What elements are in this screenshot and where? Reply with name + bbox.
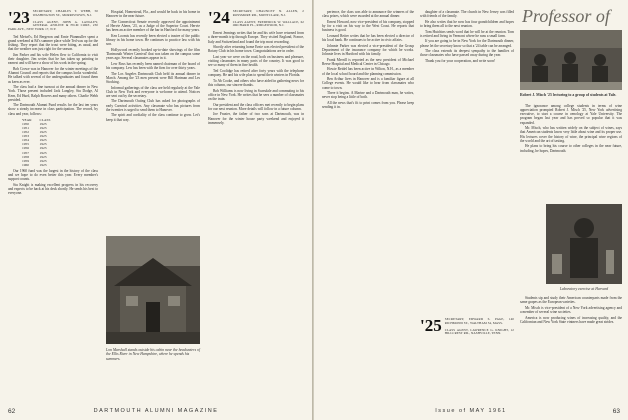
- column-paragraph: There it begins. A Marine and a Dartmouth man, he writes, never stop being a little of both.: [322, 91, 414, 100]
- column-paragraph: The class extends its deepest sympathy to the families of those classmates who have passed away during the year.: [420, 49, 514, 58]
- column-paragraph: Frank Merrill is reported as the new president of Michael Reese Hospital and Medical Center in Chicago.: [322, 57, 414, 66]
- table-cell: 1957: [22, 150, 29, 155]
- table-row: [22, 163, 58, 167]
- column-paragraph: Johnnie Parker was elected a vice-president of the Group Department of the insurance company for which he works. Johnnie lives in Hartford with his family.: [322, 43, 414, 56]
- column-paragraph: daughter of a classmate. The church in New Jersey was filled with friends of the family.: [420, 10, 514, 19]
- column-paragraph: Our president and the class officers met recently to begin plans for our next reunion. More details will follow in a future column.: [208, 102, 304, 111]
- table-cell: 1923: [39, 154, 47, 159]
- left-page: [0, 0, 313, 420]
- right-column-3-continued: [520, 296, 622, 400]
- left-column-3: [208, 10, 304, 126]
- column-paragraph: perience, the class was able to announce the winners of the class prizes, which were awarded at the annual dinner.: [322, 10, 414, 19]
- column-paragraph: The Dartmouth Alumni Fund results for the last ten years show a steady increase in class participation. The record, by class and year, follows:: [8, 103, 98, 116]
- column-paragraph: To Ab Cooke, and others who have aided in gathering news for this column, our sincere thanks.: [208, 78, 304, 87]
- laboratory-illustration: [546, 204, 622, 284]
- class-secretary: SECRETARY, EDWARD S. PAGE, 140 RICHMOND ST., WALTHAM 54, MASS.: [444, 318, 514, 325]
- column-paragraph: Informal gatherings of the class are held regularly at the Yale Club in New York and everyone is welcome to attend. Notices are sent out by the secretary.: [106, 85, 200, 98]
- lecture-photo-caption: Robert J. Misch '25 lecturing to a group of students at Yale.: [520, 93, 617, 97]
- column-paragraph: Stu Knight is making excellent progress in his recovery and expects to be back at his desk shortly. He sends his best to everyone.: [8, 182, 98, 196]
- right-column-1: [322, 10, 414, 111]
- lecture-photo: [520, 30, 622, 90]
- column-paragraph: Bob Williams is now living in Scarsdale and commuting to his office in New York. He writes that he sees a number of classmates on the train.: [208, 88, 304, 101]
- column-paragraph: Hollywood recently booked up-to-date showings of the film 'Dartmouth Winter Carnival' that was taken on the campus some years ago. Several classmates appear in it.: [106, 47, 200, 61]
- column-paragraph: Tom Hutchins sends word that he will be at the reunion. Tom is retired and living in Vermont where he runs a small farm.: [420, 29, 514, 38]
- table-cell: 1958: [22, 154, 29, 159]
- column-paragraph: Ernest Howard, now vice-president of his company, stopped by for a visit on his way to the West Coast. He reports that business is good.: [322, 19, 414, 33]
- column-paragraph: The Dartmouth Outing Club has asked for photographs of early Carnival activities. Any classmate who has pictures from the twenties is urged to send them to Hanover.: [106, 99, 200, 112]
- laboratory-photo-caption: Laboratory exercise at Harvard: [559, 287, 609, 291]
- column-paragraph: He also writes that he now has four grandchildren and hopes to bring them all to the next reunion.: [420, 19, 514, 28]
- table-cell: 1923: [39, 162, 47, 167]
- cabin-illustration: [106, 236, 200, 344]
- table-cell: 1952: [22, 130, 29, 135]
- column-paragraph: All the news that's fit to print comes from you. Please keep sending it in.: [322, 100, 414, 110]
- column-paragraph: The spirit and cordiality of the class continue to grow. Let's keep it that way.: [106, 113, 200, 122]
- page-number: 62: [8, 408, 16, 415]
- right-column-2: [420, 10, 514, 314]
- column-paragraph: Leonard Reiter writes that he has been elected a director of his local bank. He continues to be active in civic affairs.: [322, 33, 414, 42]
- lecture-illustration: [520, 30, 622, 90]
- page-number: 63: [612, 408, 620, 415]
- table-cell: 1923: [39, 150, 47, 155]
- running-footer: Issue of MAY 1961: [435, 408, 507, 414]
- table-cell: 1950: [22, 121, 29, 126]
- class-year-heading: '24: [208, 10, 230, 27]
- column-paragraph: Ted Coolidge has retired after forty years with the telephone company. He and his wife plan to spend their winters in Florida.: [208, 68, 304, 78]
- column-paragraph: Ben Arthur lives in Hanover and is a familiar figure at all College events. He would like to hear from classmates who come to town.: [322, 77, 414, 90]
- column-paragraph: Last year we were on the road, both on business and pleasure, visiting classmates in many parts of the country. It was good to see so many of them in fine health.: [208, 54, 304, 68]
- right-page: [314, 0, 628, 420]
- right-column-3: [520, 104, 622, 200]
- table-cell: 1954: [22, 138, 29, 143]
- class-25-heading-block: [420, 318, 514, 339]
- column-paragraph: Students sip and study their American counterparts made from the same grapes as the European varieties.: [520, 296, 622, 305]
- column-paragraph: Lew Ross has recently been named chairman of the board of his company. Lew has been with the firm for over thirty years.: [106, 61, 200, 70]
- column-paragraph: The class had a fine turnout at the annual dinner in New York. Those present included Jack Langley, Stu Dodge, Al Kern, Ed Hurd, Ralph Bowers and many others. Charlie Webb presided.: [8, 85, 98, 102]
- column-paragraph: Our 1960 fund was the largest in the history of the class and we hope to do even better this year. Every member's support counts.: [8, 168, 98, 182]
- table-cell: 1953: [22, 134, 29, 139]
- laboratory-photo: [546, 204, 622, 284]
- cabin-photo: [106, 236, 200, 344]
- class-year-heading: '25: [420, 318, 442, 335]
- column-paragraph: Hospital, Homestead, Fla., and would be back in his home in Hanover in the near future.: [106, 10, 200, 19]
- class-secretary: SECRETARY, CHAUNCEY N. ALLEN, 2 ROSSMORE RD., MONTCLAIR, N.J.: [232, 10, 304, 17]
- column-paragraph: America is now producing wines of increasing quality, and the Californian and New York State vintners have made great strides.: [520, 315, 622, 324]
- left-column-1: [8, 10, 98, 197]
- column-paragraph: Mr. Misch, who has written widely on the subject of wines, says that American students know very little about wine and its proper use. His lectures cover the history of wine, the principal wine regions of the world and the art of tasting.: [520, 126, 622, 143]
- column-paragraph: Thank you for your cooperation, and write soon!: [425, 59, 496, 64]
- table-cell: 1923: [39, 134, 47, 139]
- article-title: Professor of: [522, 6, 610, 26]
- table-cell: 1923: [39, 142, 47, 147]
- table-header: YEAR: [22, 117, 32, 122]
- class-secretary: SECRETARY, CHARLES T. WEBB, 50 WASHINGTON ST., MORRISTOWN, N.J.: [32, 10, 98, 17]
- column-paragraph: The Connecticut Senate recently approved the appointment of Hervie Ahern, '23, as a Judge of the Superior Court. Hervie has been an active member of the bar in Hartford for many years.: [106, 19, 200, 33]
- class-year-heading: '23: [8, 10, 30, 27]
- table-cell: 1923: [39, 125, 47, 130]
- table-header: CLASS: [39, 117, 51, 122]
- class-agent: CLASS AGENT, LAWRENCE G. KNIGHT, 12 HILLCREST RD., NASHVILLE, TENN.: [444, 327, 514, 336]
- column-paragraph: Ernest Jennings writes that he and his wife have returned from a three-month trip through Europe. They visited England, France, Italy and Switzerland and found the trip most rewarding.: [208, 31, 304, 44]
- column-paragraph: If you are going to be in New York for the Dartmouth dinner, please let the secretary know so that a '24 table can be arranged.: [420, 39, 514, 48]
- column-paragraph: The ignorance among college students in terms of wine appreciation prompted Robert J. Misch '25, New York advertising executive, to start a course in oenology at Yale University. The program began last year and has proved so popular that it was expanded.: [520, 104, 622, 125]
- column-paragraph: He plans to bring his course to other colleges in the near future, including, he hopes, Dartmouth.: [520, 144, 622, 153]
- column-paragraph: Ken Loomis has recently been elected a trustee of the public library in his home town. He continues to practice law with his son.: [106, 33, 200, 47]
- column-paragraph: Ted Meisel's, Ed Bergeron and Ernie Pfanmuller spent a grand weekend at Ed's summer place while Ted was up for the fishing. They report that the trout were biting, as usual, and that the weather was just right for the season.: [8, 34, 98, 52]
- table-cell: 1956: [22, 146, 29, 151]
- table-cell: 1923: [39, 158, 47, 163]
- column-paragraph: Shortly after returning home Ernie was elected president of the Rotary Club in his home town. Congratulations are in order.: [208, 45, 304, 54]
- column-paragraph: Bob Crowe was in Hanover for the winter meetings of the Alumni Council and reports that the campus looks wonderful. He talked with several of the undergraduates and found them as keen as ever.: [8, 67, 98, 84]
- table-cell: 1951: [22, 125, 29, 130]
- column-paragraph: Howie Reidel has been active in Wilton, N.H., as a member of the local school board and the planning commission.: [322, 67, 414, 76]
- class-agent: CLASS AGENT, JOHN A. LANGLEY, GENERAL ANILINE & FILM CORP., 230 PARK AVE., NEW YORK 17, N.Y.: [8, 19, 98, 32]
- table-cell: 1960: [22, 162, 29, 167]
- column-paragraph: Mr. Misch is vice-president of a New York advertising agency and a member of several wine societies.: [520, 305, 622, 314]
- alumni-fund-table: [22, 118, 58, 167]
- table-cell: 1923: [39, 146, 47, 151]
- column-paragraph: The Los Angeles Dartmouth Club held its annual dinner in March. Among the '23 men present were Bill Hartman and Les Stocking.: [106, 71, 200, 84]
- left-column-2: [106, 10, 200, 228]
- table-cell: 1959: [22, 158, 29, 163]
- class-agent: CLASS AGENT, FREDERICK W. WALLACE, 62 ORCHARD PL., RIDGEWOOD, N.J.: [232, 19, 304, 28]
- table-cell: 1923: [39, 138, 47, 143]
- table-cell: 1923: [39, 121, 47, 126]
- table-cell: 1955: [22, 142, 29, 147]
- table-cell: 1923: [39, 130, 47, 135]
- column-paragraph: Jim Parker and his wife Helen flew to California to visit their daughter. Jim writes that he has taken up painting in earnest and will have a show of his work in the spring.: [8, 53, 98, 66]
- column-paragraph: Joe Frazier, the father of two sons at Dartmouth, was in Hanover for the winter house party weekend and enjoyed it immensely.: [208, 112, 304, 125]
- cabin-photo-caption: Lon Marshall stands outside his cabin near the headwaters of the Ellis River in New Hampshire, where he spends his summers.: [106, 348, 200, 361]
- running-footer: DARTMOUTH ALUMNI MAGAZINE: [93, 408, 219, 414]
